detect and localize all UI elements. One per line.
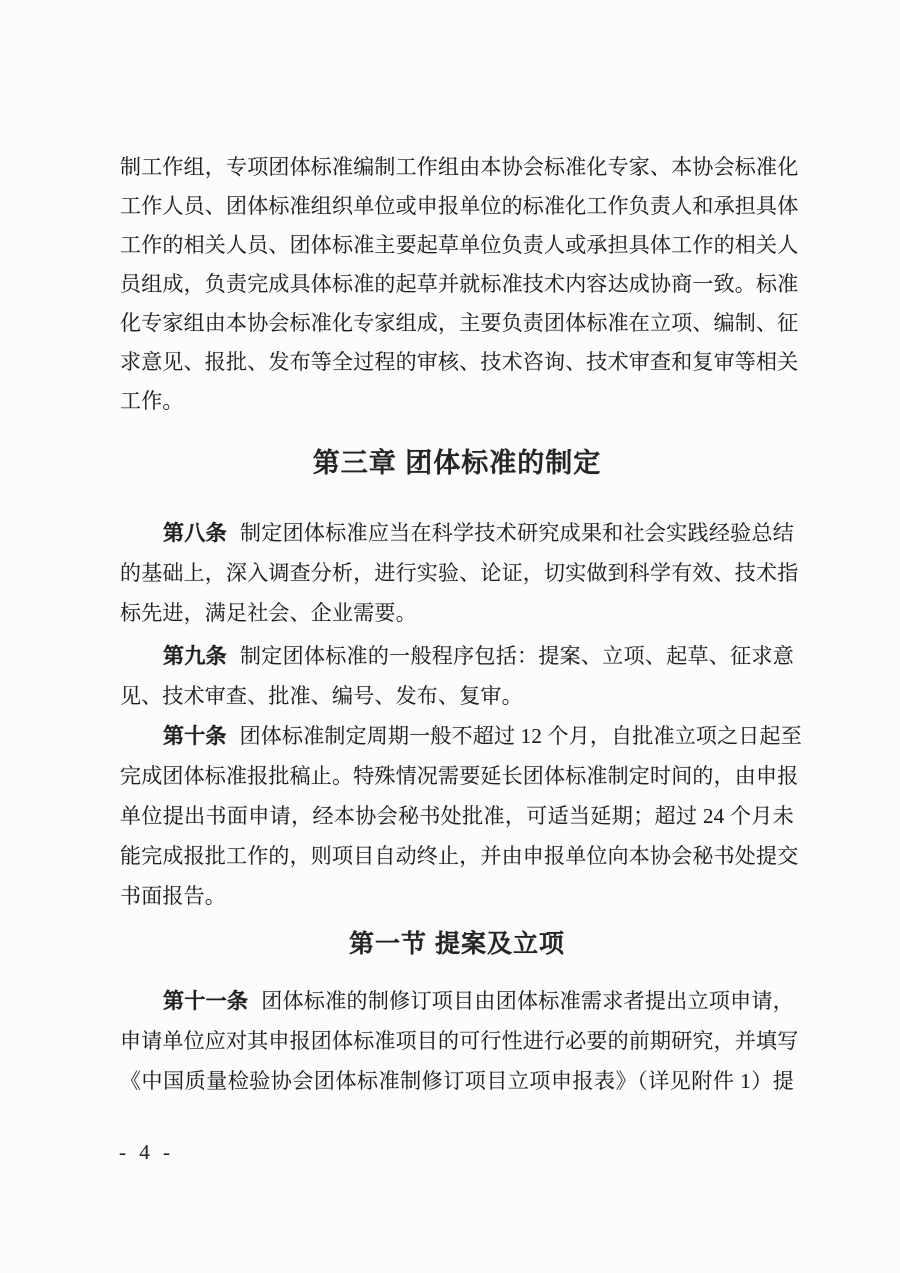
article-lead-text: 团体标准的制修订项目由团体标准需求者提出立项申请， [261,989,794,1013]
text-line: 的基础上，深入调查分析，进行实验、论证，切实做到科学有效、技术指 [120,561,799,585]
text-line: 员组成，负责完成具体标准的起草并就标准技术内容达成协商一致。标准 [120,272,799,296]
text-line: 化专家组由本协会标准化专家组成，主要负责团体标准在立项、编制、征 [120,311,799,335]
article-lead-text: 制定团体标准的一般程序包括：提案、立项、起草、征求意 [239,644,794,668]
article-lead-line [120,636,794,676]
article-lead-text: 团体标准制定周期一般不超过 12 个月，自批准立项之日起至 [239,724,802,748]
text-line: 《中国质量检验协会团体标准制修订项目立项申报表》（详见附件 1）提 [120,1069,794,1093]
text-line: 单位提出书面申请，经本协会秘书处批准，可适当延期；超过 24 个月未 [120,804,794,828]
article-10 [120,716,802,916]
intro-paragraph [120,148,799,421]
text-line: 制工作组，专项团体标准编制工作组由本协会标准化专家、本协会标准化 [120,155,799,179]
text-line: 求意见、报批、发布等全过程的审核、技术咨询、技术审查和复审等相关 [120,350,799,374]
article-11 [120,981,799,1101]
article-label: 第十一条 [163,989,249,1013]
text-line: 标先进，满足社会、企业需要。 [120,601,417,625]
article-label: 第八条 [163,521,227,545]
article-label: 第十条 [163,724,227,748]
article-9 [120,636,794,716]
article-label: 第九条 [163,644,227,668]
text-line: 书面报告。 [120,884,226,908]
article-lead-line [120,513,794,553]
text-line: 工作的相关人员、团体标准主要起草单位负责人或承担具体工作的相关人 [120,233,799,257]
text-line: 完成团体标准报批稿止。特殊情况需要延长团体标准制定时间的，由申报 [120,764,799,788]
article-lead-line [120,981,794,1021]
text-line: 见、技术审查、批准、编号、发布、复审。 [120,684,523,708]
text-line: 申请单位应对其申报团体标准项目的可行性进行必要的前期研究，并填写 [120,1029,799,1053]
article-lead-text: 制定团体标准应当在科学技术研究成果和社会实践经验总结 [239,521,794,545]
page-number: - 4 - [119,1140,174,1164]
section-heading: 第一节 提案及立项 [349,930,565,958]
article-8 [120,513,799,633]
text-line: 工作。 [120,389,184,413]
text-line: 工作人员、团体标准组织单位或申报单位的标准化工作负责人和承担具体 [120,194,799,218]
article-lead-line [120,716,802,756]
text-line: 能完成报批工作的，则项目自动终止，并由申报单位向本协会秘书处提交 [120,844,799,868]
chapter-heading: 第三章 团体标准的制定 [312,448,602,478]
